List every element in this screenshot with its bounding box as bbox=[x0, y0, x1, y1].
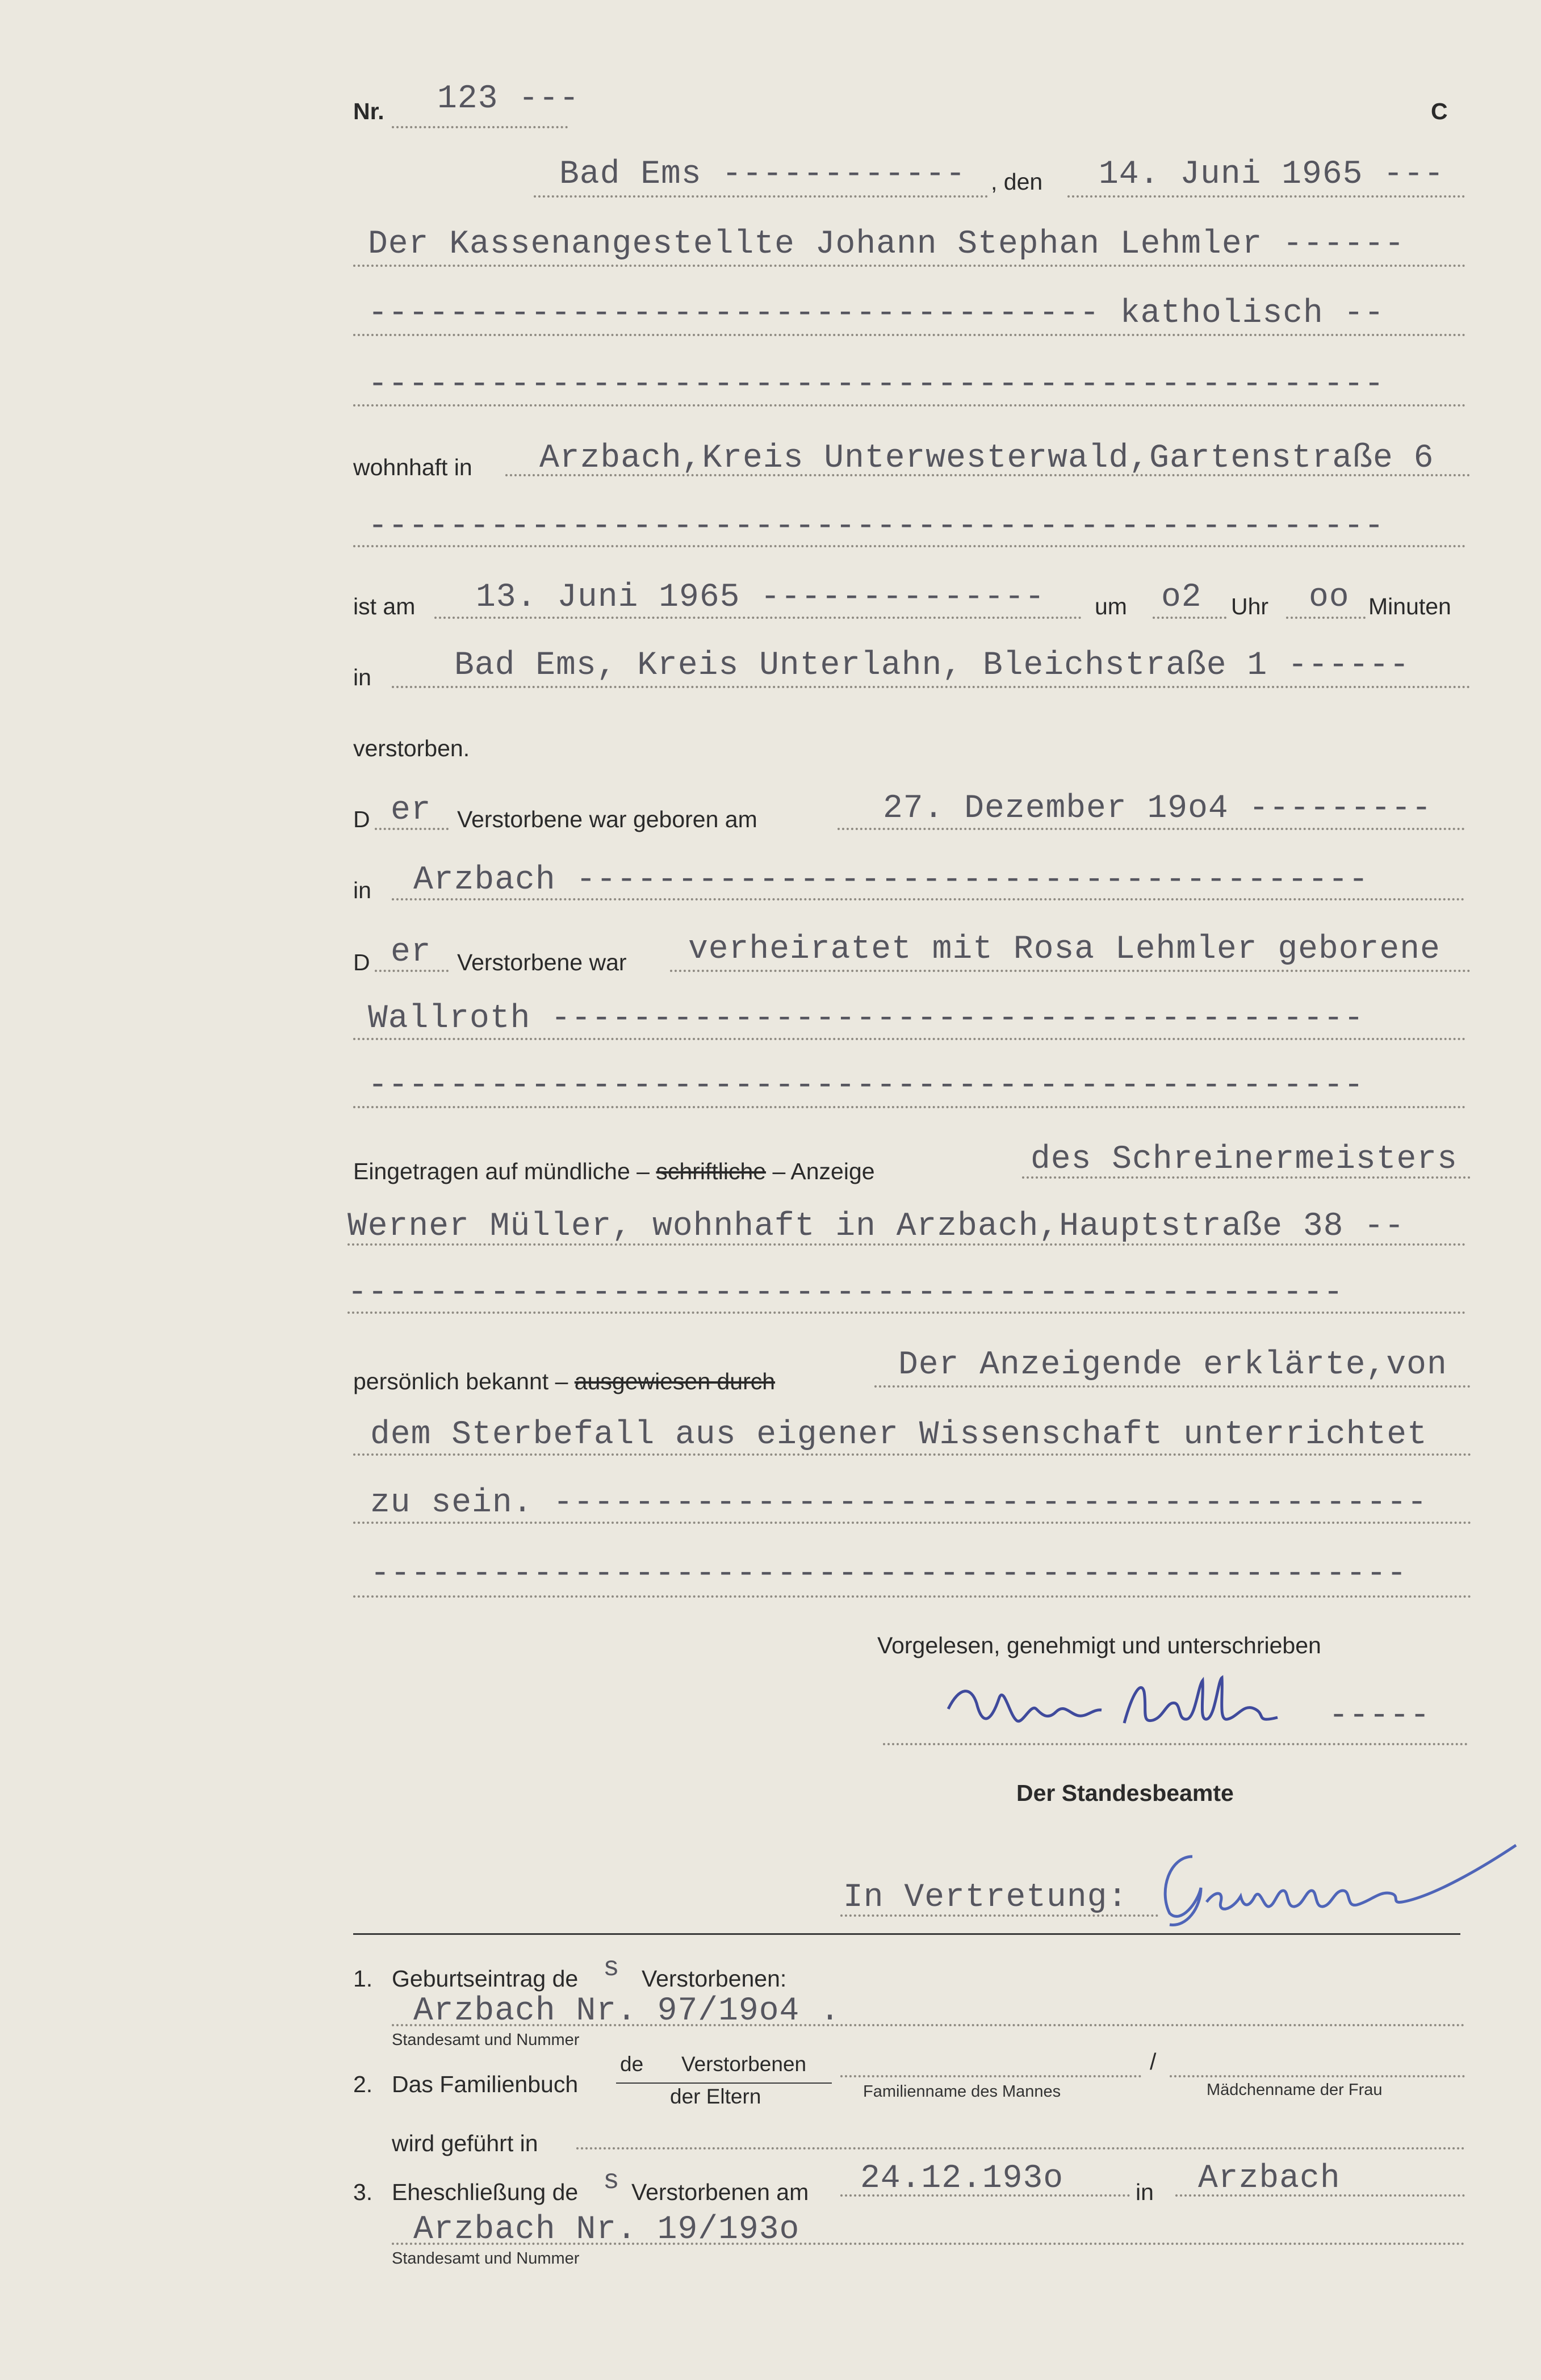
declarant-line-3: -------------------------------------------------- bbox=[368, 366, 1385, 403]
dotline bbox=[1153, 617, 1226, 619]
bekannt-text: persönlich bekannt – bbox=[353, 1368, 568, 1394]
note-2-frac-de: de bbox=[620, 2052, 644, 2076]
vertretung-label: In Vertretung: bbox=[843, 1879, 1128, 1916]
form-letter: C bbox=[1431, 98, 1448, 124]
notes-divider bbox=[353, 1933, 1460, 1935]
ausgewiesen-struck: ausgewiesen durch bbox=[574, 1368, 776, 1394]
dotline bbox=[353, 1522, 1472, 1524]
verstorben-label: verstorben. bbox=[353, 735, 470, 761]
den-label: , den bbox=[991, 169, 1043, 195]
informant-signature-image bbox=[937, 1669, 1334, 1749]
standesbeamte-label: Der Standesbeamte bbox=[1016, 1780, 1234, 1806]
dotline bbox=[347, 1243, 1466, 1246]
informant-name-address: Werner Müller, wohnhaft in Arzbach,Hauptstraße 38 -- bbox=[347, 1208, 1405, 1245]
marriage-line-3: ------------------------------------------------- bbox=[368, 1067, 1364, 1104]
informant-statement-2: dem Sterbefall aus eigener Wissenschaft unterrichtet bbox=[370, 1417, 1427, 1453]
dotline bbox=[505, 474, 1471, 476]
nr-dotline bbox=[392, 126, 568, 128]
note-1-label: Geburtseintrag de bbox=[392, 1966, 579, 1992]
place-dotline bbox=[534, 195, 988, 198]
note-2-number: 2. bbox=[353, 2071, 373, 2097]
geboren-label: Verstorbene war geboren am bbox=[457, 806, 757, 832]
ist-am-label: ist am bbox=[353, 593, 416, 619]
dotline bbox=[353, 404, 1466, 407]
dotline bbox=[353, 334, 1466, 336]
war-label: Verstorbene war bbox=[457, 949, 627, 975]
note-2-frac-bottom: der Eltern bbox=[670, 2085, 761, 2108]
uhr-label: Uhr bbox=[1231, 593, 1269, 619]
d-label: D bbox=[353, 949, 370, 975]
informant-statement-3: zu sein. ------------------------------------------- bbox=[370, 1485, 1427, 1522]
eingetragen-label bbox=[353, 1158, 875, 1185]
dotline bbox=[1175, 2194, 1465, 2197]
death-place: Bad Ems, Kreis Unterlahn, Bleichstraße 1 ------ bbox=[454, 647, 1410, 684]
note-2-slash: / bbox=[1150, 2048, 1157, 2075]
official-signature-image bbox=[1147, 1834, 1522, 1930]
informant-statement-4: --------------------------------------------------- bbox=[370, 1556, 1408, 1593]
note-2-frac-top: Verstorbenen bbox=[681, 2052, 807, 2076]
note-3-marriage-entry: Arzbach Nr. 19/193o bbox=[413, 2211, 800, 2248]
note-1-label-end: Verstorbenen: bbox=[642, 1966, 787, 1992]
dotline bbox=[353, 1595, 1472, 1598]
dotline bbox=[840, 2194, 1130, 2197]
nr-label: Nr. bbox=[353, 98, 384, 124]
declarant-residence: Arzbach,Kreis Unterwesterwald,Gartenstraße 6 bbox=[539, 440, 1434, 477]
note-2-caption-mann: Familienname des Mannes bbox=[863, 2082, 1061, 2101]
note-3-label-end: Verstorbenen am bbox=[631, 2179, 809, 2205]
birth-place: Arzbach --------------------------------------- bbox=[413, 862, 1369, 899]
dotline bbox=[840, 2075, 1141, 2077]
dotline bbox=[883, 1743, 1468, 1745]
fraction-bar bbox=[616, 2082, 832, 2084]
d-fill: er bbox=[391, 792, 432, 829]
dotline bbox=[670, 970, 1471, 972]
informant-title: des Schreinermeisters bbox=[1031, 1141, 1458, 1178]
bekannt-label bbox=[353, 1368, 775, 1395]
dotline bbox=[392, 2024, 1465, 2026]
dotline bbox=[347, 1311, 1466, 1314]
eingetragen-text: Eingetragen auf mündliche – bbox=[353, 1158, 650, 1184]
dotline bbox=[353, 265, 1466, 267]
dotline bbox=[874, 1385, 1471, 1388]
death-hour: o2 bbox=[1161, 579, 1202, 616]
dotline bbox=[1022, 1176, 1471, 1179]
note-3-number: 3. bbox=[353, 2179, 373, 2205]
note-3-label: Eheschließung de bbox=[392, 2179, 579, 2205]
note-2-label: Das Familienbuch bbox=[392, 2071, 579, 2097]
death-date: 13. Juni 1965 -------------- bbox=[476, 579, 1045, 616]
d-fill: er bbox=[391, 934, 432, 971]
note-1-birth-entry: Arzbach Nr. 97/19o4 . bbox=[413, 1993, 840, 2030]
dotline bbox=[353, 1038, 1466, 1040]
dotline bbox=[1286, 617, 1366, 619]
vorgelesen-text: Vorgelesen, genehmigt und unterschrieben bbox=[877, 1632, 1321, 1658]
dotline bbox=[392, 898, 1465, 900]
note-3-fill: s bbox=[603, 2166, 620, 2197]
signature-dashes: ----- bbox=[1329, 1698, 1431, 1734]
note-2-gefuehrt: wird geführt in bbox=[392, 2130, 538, 2156]
dotline bbox=[392, 2243, 1465, 2245]
date-dotline bbox=[1067, 195, 1465, 198]
dotline bbox=[838, 828, 1465, 830]
dotline bbox=[353, 1106, 1466, 1108]
dotline bbox=[434, 617, 1082, 619]
declarant-line-5: -------------------------------------------------- bbox=[368, 508, 1385, 545]
spouse-maiden-name: Wallroth ---------------------------------------- bbox=[368, 1000, 1364, 1037]
wohnhaft-label: wohnhaft in bbox=[353, 454, 472, 480]
schriftliche-struck: schriftliche bbox=[656, 1158, 767, 1184]
informant-statement-1: Der Anzeigende erklärte,von bbox=[898, 1347, 1447, 1384]
nr-value: 123 --- bbox=[437, 81, 580, 118]
dotline bbox=[576, 2147, 1465, 2149]
birth-date: 27. Dezember 19o4 --------- bbox=[883, 790, 1432, 827]
place-of-registry: Bad Ems ------------ bbox=[559, 156, 966, 193]
dotline bbox=[375, 970, 449, 972]
dotline bbox=[353, 1453, 1472, 1456]
in-label: in bbox=[353, 877, 371, 903]
note-2-caption-frau: Mädchenname der Frau bbox=[1207, 2081, 1383, 2099]
anzeige-text: – Anzeige bbox=[772, 1158, 875, 1184]
note-1-caption: Standesamt und Nummer bbox=[392, 2031, 580, 2049]
minuten-label: Minuten bbox=[1368, 593, 1451, 619]
um-label: um bbox=[1095, 593, 1127, 619]
dotline bbox=[353, 545, 1466, 547]
note-1-number: 1. bbox=[353, 1966, 373, 1992]
d-label: D bbox=[353, 806, 370, 832]
declarant-line-1: Der Kassenangestellte Johann Stephan Lehmler ------ bbox=[368, 226, 1405, 263]
death-minutes: oo bbox=[1309, 579, 1350, 616]
dotline bbox=[1170, 2075, 1465, 2077]
registration-line-3: ------------------------------------------------- bbox=[347, 1275, 1344, 1311]
dotline bbox=[392, 686, 1471, 688]
declarant-line-2: ------------------------------------ katholisch -- bbox=[368, 295, 1385, 332]
in-label: in bbox=[353, 664, 371, 690]
note-3-in: in bbox=[1136, 2179, 1154, 2205]
dotline bbox=[840, 1914, 1158, 1917]
dotline bbox=[375, 828, 449, 830]
note-3-marriage-date: 24.12.193o bbox=[860, 2160, 1064, 2197]
registration-date: 14. Juni 1965 --- bbox=[1099, 156, 1444, 193]
note-1-fill: s bbox=[603, 1953, 620, 1984]
note-3-marriage-place: Arzbach bbox=[1198, 2160, 1341, 2197]
note-3-caption: Standesamt und Nummer bbox=[392, 2249, 580, 2268]
marital-status: verheiratet mit Rosa Lehmler geborene bbox=[688, 931, 1440, 968]
